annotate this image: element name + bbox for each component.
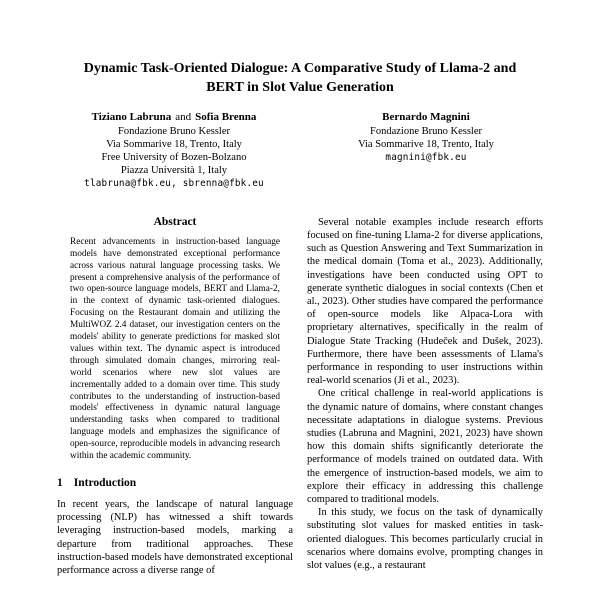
paper-body	[0, 216, 600, 577]
author-names-right	[300, 111, 552, 124]
section-heading-introduction	[57, 477, 293, 489]
abstract-text: Recent advancements in instruction-based language models have demonstrated exceptional performance across various natural language processing tasks. We present a comprehensive analysis of the performance of two open-source language models, BERT and Llama-2, in the context of dynamic task-oriented dialogues. Focusing on the Restaurant domain and utilizing the MultiWOZ 2.4 dataset, our investigation centers on the models' ability to generate predictions for masked slot values within text. The dynamic aspect is introduced through simulated domain changes, mirroring real-world scenarios where new slot values are incrementally added to a domain over time. This study contributes to the understanding of instruction-based models' effectiveness in dynamic natural language understanding tasks when compared to traditional language models and emphasizes the significance of open-source, reproducible models in advancing research within the academic community.	[70, 236, 280, 462]
author-block-right	[300, 111, 552, 190]
affiliation-line: Free University of Bozen-Bolzano	[101, 151, 247, 163]
paper-title-line-1: Dynamic Task-Oriented Dialogue: A Comparative Study of Llama-2 and	[83, 61, 517, 76]
section-number: 1	[57, 477, 63, 489]
author-name: Sofia Brenna	[195, 110, 257, 123]
affiliation-line: Via Sommarive 18, Trento, Italy	[106, 138, 242, 150]
author-names-left	[48, 111, 300, 124]
author-name: Bernardo Magnini	[382, 110, 470, 123]
body-paragraph: One critical challenge in real-world applications is the dynamic nature of domains, where constant changes necessitate adaptations in dialogue systems. Previous studies (Labruna and Magnini, 2021, 2023) have shown how this domain shifts significantly deteriorate the performance of models trained on outdated data. With the emergence of instruction-based models, we aim to explore their efficacy in addressing this challenge compared to traditional models.	[307, 388, 543, 506]
right-column	[307, 216, 543, 572]
affiliation-line: Fondazione Bruno Kessler	[370, 125, 482, 137]
introduction-paragraph: In recent years, the landscape of natural language processing (NLP) has witnessed a shift towards leveraging instruction-based models, marking a departure from traditional approaches. These instruction-based models have demonstrated exceptional performance across a diverse range of	[57, 499, 293, 577]
authors-row	[0, 111, 600, 190]
author-email-right: magnini@fbk.eu	[385, 151, 467, 163]
left-column	[57, 216, 293, 577]
paper-title-line-2: BERT in Slot Value Generation	[206, 79, 394, 95]
body-paragraph: In this study, we focus on the task of dynamically substituting slot values for masked entities in task-oriented dialogues. This becomes particularly crucial in scenarios where domains evolve, prompting changes in slot values (e.g., a restaurant	[307, 507, 543, 572]
paper-title	[0, 60, 600, 98]
author-block-left	[48, 111, 300, 190]
author-separator: and	[175, 110, 192, 123]
affiliation-line: Fondazione Bruno Kessler	[118, 125, 230, 137]
author-emails-left: tlabruna@fbk.eu, sbrenna@fbk.eu	[84, 177, 264, 189]
author-name: Tiziano Labruna	[91, 110, 172, 123]
affiliation-line: Via Sommarive 18, Trento, Italy	[358, 138, 494, 150]
section-title: Introduction	[73, 477, 137, 489]
affiliation-line: Piazza Università 1, Italy	[120, 164, 228, 176]
body-paragraph: Several notable examples include research efforts focused on fine-tuning Llama-2 for diverse applications, such as Question Answering and Text Summarization in the medical domain (Toma et al., 2023). Additionally, investigations have been conducted using OPT to generate synthetic dialogues in social contexts (Chen et al., 2023). Other studies have compared the performance of open-source models like Alpaca-Lora with proprietary alternatives, specifically in the realm of Dialogue State Tracking (Hudeček and Dušek, 2023). Furthermore, there have been assessments of Llama's performance in responding to user instructions within real-world scenarios (Ji et al., 2023).	[307, 216, 544, 387]
abstract-heading: Abstract	[153, 215, 197, 228]
